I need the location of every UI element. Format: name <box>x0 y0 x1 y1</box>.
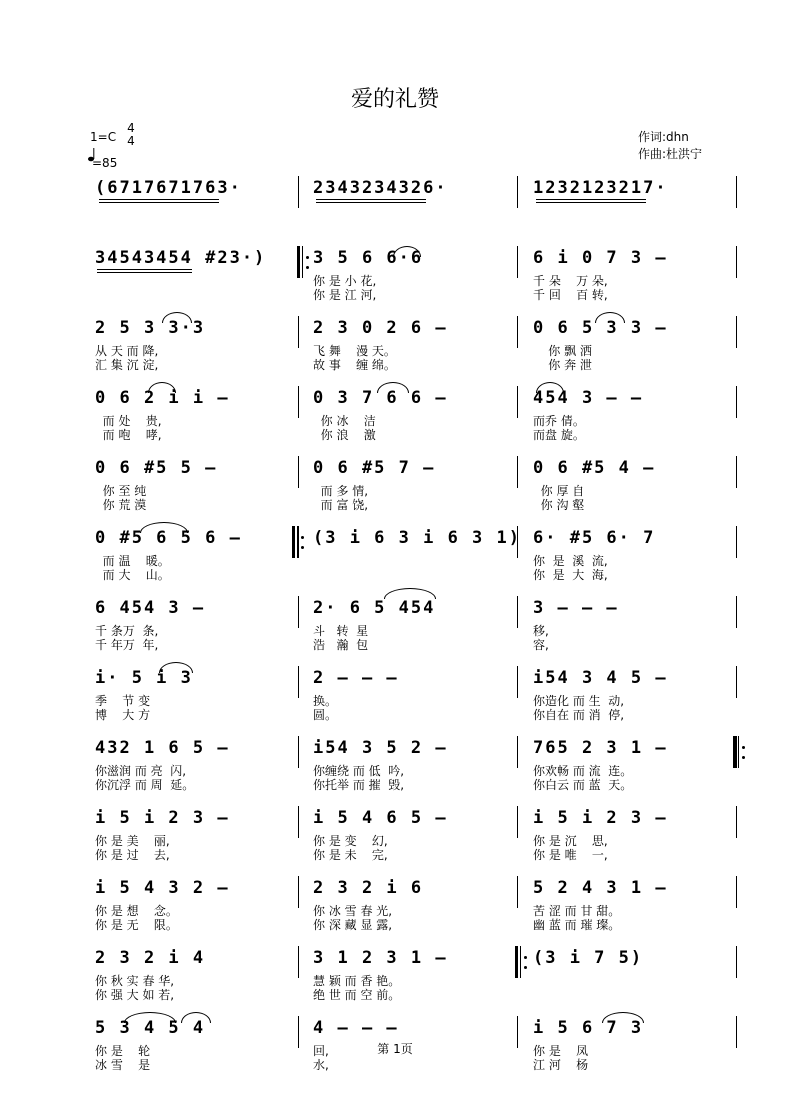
lyric-line: 飞 舞 漫 天。 <box>313 344 396 358</box>
lyric-line: 你 强 大 如 若, <box>95 988 175 1002</box>
repeat-barline-thin <box>302 246 303 278</box>
bar-line <box>298 526 299 558</box>
lyric-line: 你 秋 实 春 华, <box>95 974 175 988</box>
bar-line <box>517 666 518 698</box>
lyric-line: 从 天 而 降, <box>95 344 159 358</box>
lyric-line: 千 年万 年, <box>95 638 159 652</box>
lyric-line: 你 浪 激 <box>313 428 376 442</box>
bar-line <box>298 596 299 628</box>
bar-line <box>517 876 518 908</box>
lyric-line: 你 是 美 丽, <box>95 834 170 848</box>
measure-notes: (3 i 7 5) <box>533 948 644 968</box>
bar-line <box>517 596 518 628</box>
bar-line <box>736 596 737 628</box>
repeat-barline-thick <box>515 946 518 978</box>
lyric-line: 你 荒 漠 <box>95 498 147 512</box>
bar-line <box>517 456 518 488</box>
repeat-dot <box>301 536 304 539</box>
bar-line <box>298 806 299 838</box>
time-signature-top: 4 <box>127 121 135 135</box>
measure-notes: i54 3 5 2 – <box>313 738 448 758</box>
measure-notes: i54 3 4 5 – <box>533 668 668 688</box>
measure-notes: 0 6 #5 5 – <box>95 458 218 478</box>
measure-notes: 6 i 0 7 3 – <box>533 248 668 268</box>
slur-arc <box>162 312 192 323</box>
measure-notes: 2· 6 5 454 <box>313 598 436 618</box>
lyric-line: 你 是 凤 <box>533 1044 589 1058</box>
measure-notes: 1232123217· <box>533 178 668 198</box>
lyric-line: 千 朵 万 朵, <box>533 274 608 288</box>
lyric-line: 你沉浮 而 周 延。 <box>95 778 195 792</box>
measure-notes: i 5 4 6 5 – <box>313 808 448 828</box>
lyric-line: 幽 蓝 而 璀 璨。 <box>533 918 621 932</box>
bar-line <box>298 316 299 348</box>
measure-notes: 2 3 2 i 6 <box>313 878 424 898</box>
eighth-beam <box>316 199 426 200</box>
lyric-line: 你 是 想 念。 <box>95 904 178 918</box>
slur-arc <box>124 1012 176 1023</box>
lyric-line: 你 厚 自 <box>533 484 585 498</box>
slur-arc <box>536 382 564 393</box>
repeat-barline-thick <box>292 526 295 558</box>
sixteenth-beam <box>316 202 426 203</box>
lyric-line: 你 是 小 花, <box>313 274 377 288</box>
measure-notes: 0 6 5 3 3 – <box>533 318 668 338</box>
lyric-line: 你 是 唯 一, <box>533 848 608 862</box>
lyric-line: 绝 世 而 空 前。 <box>313 988 401 1002</box>
bar-line <box>736 176 737 208</box>
sixteenth-beam <box>536 202 646 203</box>
slur-arc <box>181 1012 211 1023</box>
bar-line <box>736 316 737 348</box>
lyric-line: 你造化 而 生 动, <box>533 694 625 708</box>
measure-notes: 34543454 #23·) <box>95 248 267 268</box>
lyric-line: 而盘 旋。 <box>533 428 585 442</box>
lyric-line: 你欢畅 而 流 连。 <box>533 764 633 778</box>
measure-notes: i 5 i 2 3 – <box>533 808 668 828</box>
lyric-line: 你 是 变 幻, <box>313 834 388 848</box>
measure-notes: 2343234326· <box>313 178 448 198</box>
lyric-line: 你 是 未 完, <box>313 848 388 862</box>
repeat-dot <box>301 546 304 549</box>
lyric-line: 而 富 饶, <box>313 498 369 512</box>
lyric-line: 你 深 藏 显 露, <box>313 918 393 932</box>
lyric-line: 而 温 暖。 <box>95 554 170 568</box>
bar-line <box>517 316 518 348</box>
repeat-dot <box>306 256 309 259</box>
lyric-line: 你白云 而 蓝 天。 <box>533 778 633 792</box>
lyric-line: 博 大 方 <box>95 708 151 722</box>
bar-line <box>517 386 518 418</box>
measure-notes: 3 5 6 6·6 <box>313 248 424 268</box>
measure-notes: i 5 i 2 3 – <box>95 808 230 828</box>
lyric-line: 你缠绕 而 低 吟, <box>313 764 405 778</box>
lyric-line: 水, <box>313 1058 329 1072</box>
bar-line <box>517 736 518 768</box>
slur-arc <box>140 522 188 533</box>
measure-notes: 765 2 3 1 – <box>533 738 668 758</box>
bar-line <box>298 386 299 418</box>
lyric-line: 慧 颖 而 香 艳。 <box>313 974 401 988</box>
lyric-line: 浩 瀚 包 <box>313 638 369 652</box>
repeat-barline-thin <box>520 946 521 978</box>
tempo-marking: =85 <box>92 156 118 170</box>
lyric-line: 你 冰 雪 春 光, <box>313 904 393 918</box>
measure-notes: 3 1 2 3 1 – <box>313 948 448 968</box>
slur-arc <box>602 1012 644 1023</box>
lyric-line: 而 多 情, <box>313 484 369 498</box>
repeat-barline-thick <box>733 736 736 768</box>
lyric-line: 江 河 杨 <box>533 1058 589 1072</box>
measure-notes: 454 3 – – <box>533 388 644 408</box>
lyric-line: 季 节 变 <box>95 694 151 708</box>
bar-line <box>736 386 737 418</box>
measure-notes: 5 3 4 5 4 <box>95 1018 206 1038</box>
sixteenth-beam <box>97 272 192 273</box>
eighth-beam <box>97 269 192 270</box>
bar-line <box>736 456 737 488</box>
page-title: 爱的礼赞 <box>350 87 439 112</box>
bar-line <box>298 736 299 768</box>
lyric-line: 而 大 山。 <box>95 568 170 582</box>
measure-notes: 2 3 0 2 6 – <box>313 318 448 338</box>
measure-notes: 432 1 6 5 – <box>95 738 230 758</box>
bar-line <box>736 246 737 278</box>
lyric-line: 你 是 沉 思, <box>533 834 608 848</box>
lyric-line: 圆。 <box>313 708 338 722</box>
lyric-line: 你 奔 泄 <box>533 358 592 372</box>
lyric-line: 你滋润 而 亮 闪, <box>95 764 187 778</box>
bar-line <box>517 176 518 208</box>
bar-line <box>736 806 737 838</box>
slur-arc <box>384 588 436 599</box>
bar-line <box>736 876 737 908</box>
lyric-line: 苦 涩 而 甘 甜。 <box>533 904 621 918</box>
lyric-line: 斗 转 星 <box>313 624 369 638</box>
measure-notes: 2 – – – <box>313 668 399 688</box>
measure-notes: i 5 6 7 3 <box>533 1018 644 1038</box>
page-number: 第 1页 <box>377 1042 413 1056</box>
measure-notes: 4 – – – <box>313 1018 399 1038</box>
lyric-line: 故 事 缠 绵。 <box>313 358 396 372</box>
slur-arc <box>595 312 625 323</box>
measure-notes: 2 3 2 i 4 <box>95 948 206 968</box>
measure-notes: 6 454 3 – <box>95 598 206 618</box>
measure-notes: i 5 4 3 2 – <box>95 878 230 898</box>
repeat-dot <box>742 746 745 749</box>
lyric-line: 容, <box>533 638 549 652</box>
measure-notes: i· 5 i 3 <box>95 668 193 688</box>
measure-notes: 6· #5 6· 7 <box>533 528 656 548</box>
composer-credit: 作曲:杜洪宁 <box>638 147 703 161</box>
bar-line <box>298 946 299 978</box>
repeat-dot <box>524 956 527 959</box>
repeat-dot <box>524 966 527 969</box>
lyric-line: 冰 雪 是 <box>95 1058 151 1072</box>
time-signature-bottom: 4 <box>127 134 135 148</box>
measure-notes: 0 3 7 6 6 – <box>313 388 448 408</box>
lyric-line: 你 是 无 限。 <box>95 918 178 932</box>
repeat-dot <box>306 266 309 269</box>
lyric-line: 汇 集 沉 淀, <box>95 358 159 372</box>
lyric-line: 你 是 过 去, <box>95 848 170 862</box>
bar-line <box>736 666 737 698</box>
lyric-line: 千 条万 条, <box>95 624 159 638</box>
sixteenth-beam <box>99 202 219 203</box>
lyric-line: 你 是 溪 流, <box>533 554 608 568</box>
lyric-line: 移, <box>533 624 549 638</box>
lyric-line: 你 是 大 海, <box>533 568 608 582</box>
slur-arc <box>148 382 176 393</box>
bar-line <box>298 176 299 208</box>
lyric-line: 千 回 百 转, <box>533 288 608 302</box>
measure-notes: 0 6 2 i i – <box>95 388 230 408</box>
repeat-barline-thick <box>297 246 300 278</box>
measure-notes: 0 6 #5 4 – <box>533 458 656 478</box>
lyric-line: 你 至 纯 <box>95 484 147 498</box>
lyric-line: 你 冰 洁 <box>313 414 376 428</box>
lyric-line: 而乔 倩。 <box>533 414 585 428</box>
slur-arc <box>377 382 409 393</box>
lyric-line: 换。 <box>313 694 338 708</box>
lyric-line: 而 咆 哮, <box>95 428 162 442</box>
lyric-line: 你 沟 壑 <box>533 498 585 512</box>
time-signature <box>124 122 138 148</box>
bar-line <box>298 876 299 908</box>
repeat-dot <box>742 756 745 759</box>
key-signature: 1=C <box>90 130 117 144</box>
measure-notes: 2 5 3 3·3 <box>95 318 206 338</box>
repeat-barline-thin <box>297 526 298 558</box>
bar-line <box>736 526 737 558</box>
repeat-barline-thin <box>738 736 739 768</box>
lyricist-credit: 作词:dhn <box>638 130 689 144</box>
measure-notes: 5 2 4 3 1 – <box>533 878 668 898</box>
lyric-line: 你托举 而 摧 毁, <box>313 778 405 792</box>
measure-notes: (6717671763· <box>95 178 242 198</box>
bar-line <box>298 456 299 488</box>
lyric-line: 而 处 贵, <box>95 414 162 428</box>
measure-notes: 3 – – – <box>533 598 619 618</box>
lyric-line: 你自在 而 消 停, <box>533 708 625 722</box>
lyric-line: 你 是 轮 <box>95 1044 151 1058</box>
bar-line <box>736 946 737 978</box>
lyric-line: 你 飘 洒 <box>533 344 592 358</box>
lyric-line: 你 是 江 河, <box>313 288 377 302</box>
eighth-beam <box>536 199 646 200</box>
measure-notes: (3 i 6 3 i 6 3 1) <box>313 528 521 548</box>
measure-notes: 0 6 #5 7 – <box>313 458 436 478</box>
slur-arc <box>159 662 193 673</box>
bar-line <box>298 666 299 698</box>
bar-line <box>736 736 737 768</box>
measure-notes: 0 #5 6 5 6 – <box>95 528 242 548</box>
eighth-beam <box>99 199 219 200</box>
bar-line <box>517 806 518 838</box>
bar-line <box>517 246 518 278</box>
lyric-line: 回, <box>313 1044 329 1058</box>
